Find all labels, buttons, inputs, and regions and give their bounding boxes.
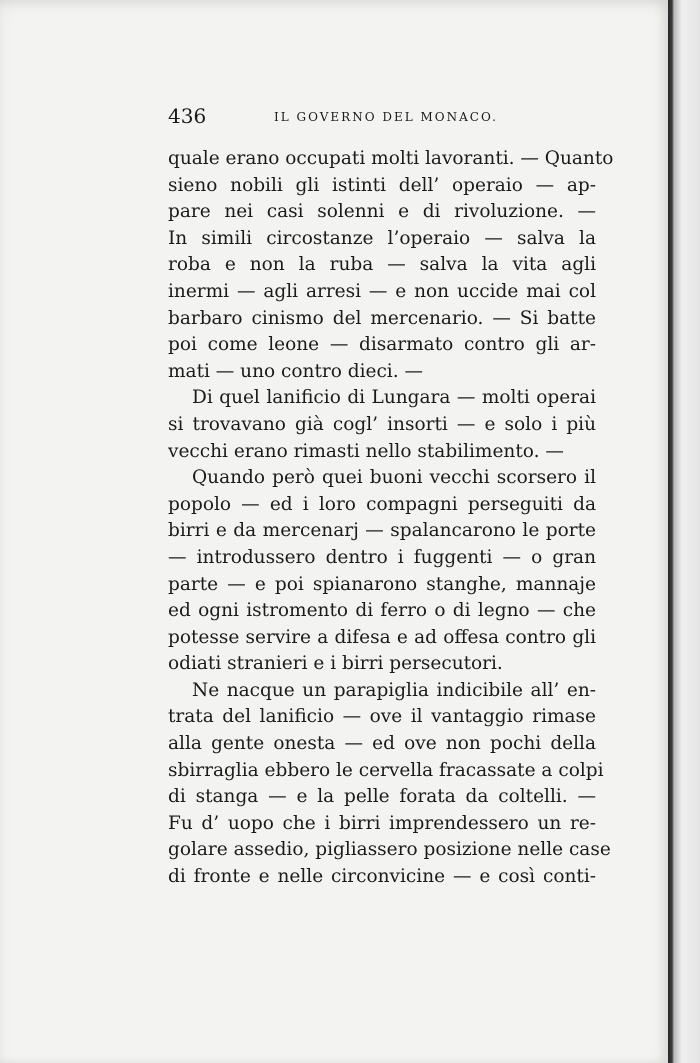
text-line: quale erano occupati molti lavoranti. — Quanto xyxy=(168,148,614,169)
text-line: alla gente onesta — ed ove non pochi della xyxy=(168,733,596,755)
text-line: mati — uno contro dieci. — xyxy=(168,360,423,382)
text-line: ed ogni istromento di ferro o di legno — che xyxy=(168,600,596,622)
running-head: IL GOVERNO DEL MONACO. xyxy=(274,110,498,124)
text-line: trata del lanificio — ove il vantaggio rimase xyxy=(168,706,596,728)
text-line: di stanga — e la pelle forata da coltelli. — xyxy=(168,786,596,808)
page-number: 436 xyxy=(168,104,207,128)
text-line: golare assedio, pigliassero posizione nelle case xyxy=(168,839,611,861)
text-line: popolo — ed i loro compagni perseguiti da xyxy=(168,493,596,515)
text-line: Di quel lanificio di Lungara — molti operai xyxy=(192,387,596,409)
text-line: Ne nacque un parapiglia indicibile all’ en- xyxy=(192,679,596,701)
text-line: barbaro cinismo del mercenario. — Si batte xyxy=(168,307,596,329)
text-line: parte — e poi spianarono stanghe, mannaje xyxy=(168,573,596,595)
text-line: birri e da mercenarj — spalancarono le porte xyxy=(168,520,596,542)
text-line: di fronte e nelle circonvicine — e così conti- xyxy=(168,866,596,888)
page-edge xyxy=(668,0,700,1063)
body-text xyxy=(168,146,614,891)
text-line: inermi — agli arresi — e non uccide mai col xyxy=(168,280,596,302)
text-line: — introdussero dentro i fuggenti — o gran xyxy=(168,546,596,568)
text-line: poi come leone — disarmato contro gli ar- xyxy=(168,334,596,356)
text-line: sieno nobili gli istinti dell’ operaio — ap- xyxy=(168,174,596,196)
text-line: odiati stranieri e i birri persecutori. xyxy=(168,653,503,675)
text-line: Quando però quei buoni vecchi scorsero il xyxy=(192,467,596,489)
text-line: In simili circostanze l’operaio — salva la xyxy=(168,227,596,249)
text-line: pare nei casi solenni e di rivoluzione. — xyxy=(168,201,596,223)
text-line: sbirraglia ebbero le cervella fracassate a colpi xyxy=(168,759,604,781)
page-header xyxy=(168,104,598,134)
text-line: si trovavano già cogl’ insorti — e solo i più xyxy=(168,413,596,435)
text-line: potesse servire a difesa e ad offesa contro gli xyxy=(168,626,596,648)
text-line: vecchi erano rimasti nello stabilimento. — xyxy=(168,440,564,462)
text-line: Fu d’ uopo che i birri imprendessero un re- xyxy=(168,812,596,834)
text-line: roba e non la ruba — salva la vita agli xyxy=(168,254,596,276)
